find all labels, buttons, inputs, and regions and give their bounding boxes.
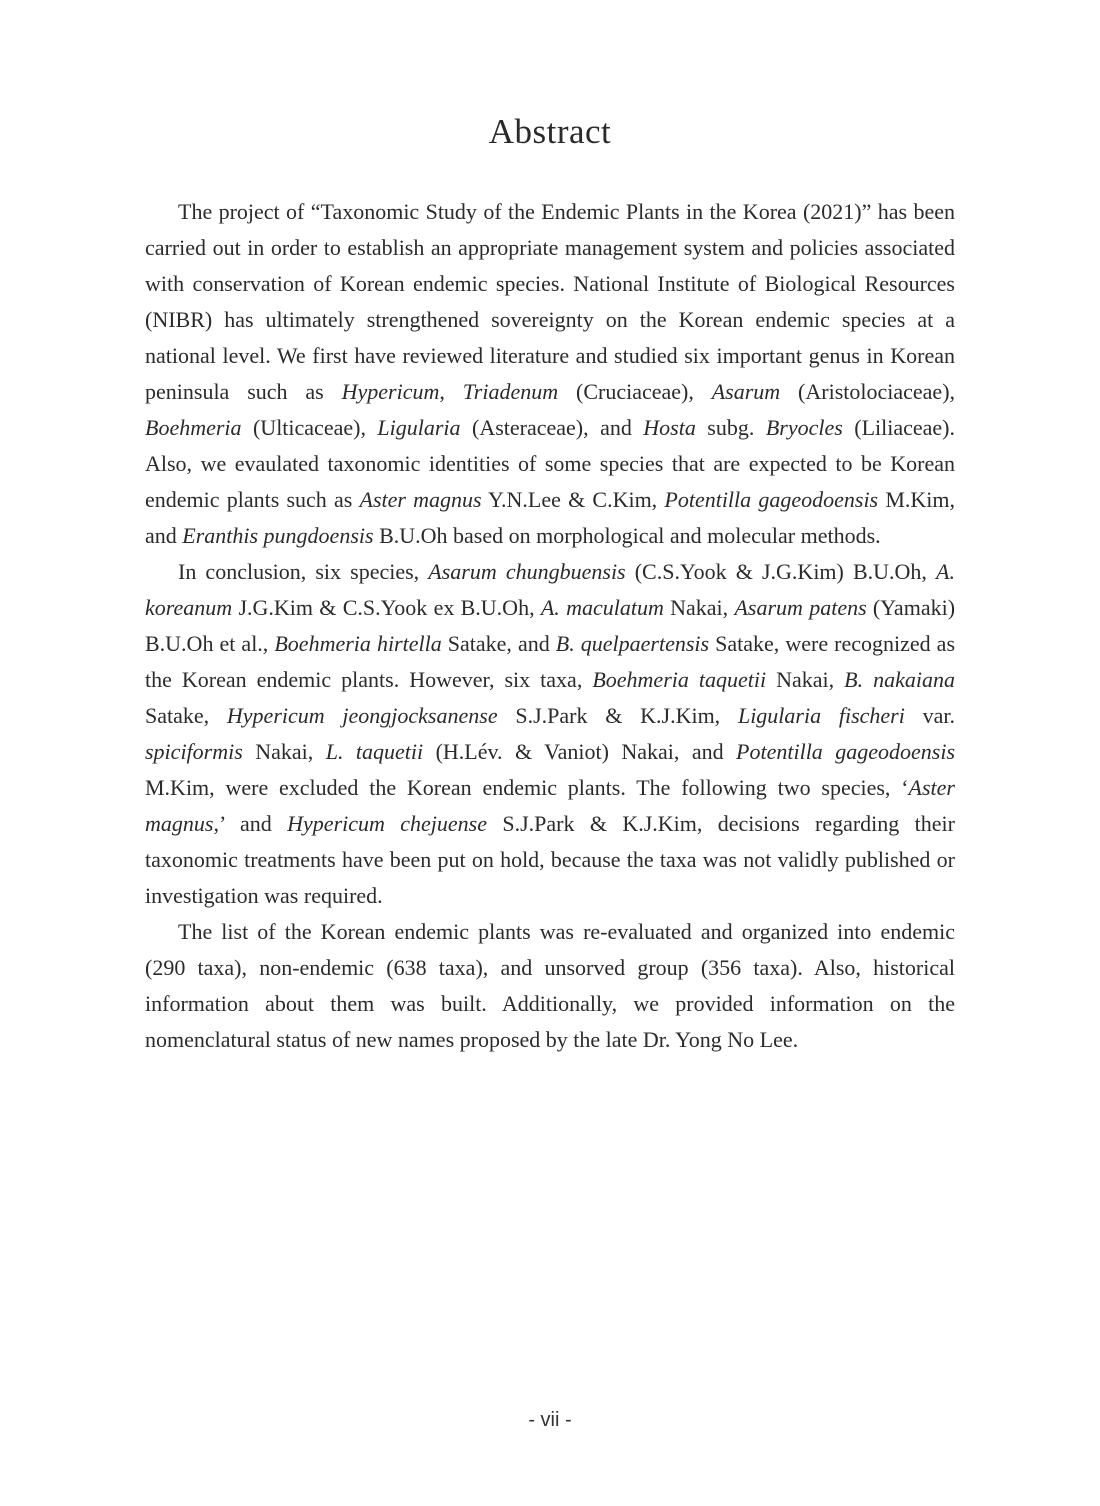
- taxon-name: Ligularia: [377, 415, 461, 440]
- taxon-name: Triadenum: [462, 379, 559, 404]
- taxon-name: Hypericum jeongjocksanense: [226, 703, 498, 728]
- text-segment: Nakai,: [242, 739, 326, 764]
- text-segment: (Cruciaceae),: [558, 379, 712, 404]
- text-segment: Y.N.Lee & C.Kim,: [481, 487, 665, 512]
- text-segment: Satake, and: [441, 631, 556, 656]
- text-segment: (Ulticaceae),: [241, 415, 378, 440]
- text-segment: The project of “Taxonomic Study of the Endemic Plants in the Korea (2021)” has been carried out in order to establish an appropriate management system and policies associated with conservation of Korean endemic species. National Institute of Biological Resources (NIBR) has ultimately strengthened sovereignty on the Korean endemic species at a national level. We first have reviewed literature and studied six important genus in Korean peninsula such as: [145, 199, 955, 404]
- text-segment: B.U.Oh based on morphological and molecular methods.: [373, 523, 881, 548]
- taxon-name: Boehmeria: [145, 415, 242, 440]
- text-segment: M.Kim, and: [145, 487, 955, 548]
- text-segment: Nakai,: [663, 595, 735, 620]
- taxon-name: Bryocles: [765, 415, 843, 440]
- taxon-name: Potentilla gageodoensis: [664, 487, 879, 512]
- abstract-body: [145, 194, 955, 1058]
- taxon-name: spiciformis: [145, 739, 243, 764]
- text-segment: (Aristolociaceae),: [780, 379, 956, 404]
- text-segment: (Yamaki) B.U.Oh et al.,: [145, 595, 956, 656]
- taxon-name: Boehmeria taquetii: [592, 667, 767, 692]
- text-segment: The list of the Korean endemic plants was re-evaluated and organized into endemic (290 taxa), non-endemic (638 taxa), and unsorved group (356 taxa). Also, historical information about them was built. Additionally, we provided information on the nomenclatural status of new names proposed by the late Dr. Yong No Lee.: [145, 919, 955, 1052]
- taxon-name: Boehmeria hirtella: [274, 631, 442, 656]
- taxon-name: Aster magnus: [145, 775, 955, 836]
- taxon-name: B. quelpaertensis: [555, 631, 710, 656]
- taxon-name: Potentilla gageodoensis: [736, 739, 956, 764]
- taxon-name: Hypericum: [341, 379, 440, 404]
- abstract-paragraph-2: [145, 554, 955, 914]
- taxon-name: Aster magnus: [359, 487, 482, 512]
- taxon-name: B. nakaiana: [844, 667, 955, 692]
- text-segment: (Liliaceae). Also, we evaulated taxonomic identities of some species that are expected to be Korean endemic plants such as: [145, 415, 955, 512]
- taxon-name: Eranthis pungdoensis: [182, 523, 374, 548]
- text-segment: In conclusion, six species,: [178, 559, 429, 584]
- text-segment: J.G.Kim & C.S.Yook ex B.U.Oh,: [232, 595, 541, 620]
- text-segment: (C.S.Yook & J.G.Kim) B.U.Oh,: [625, 559, 937, 584]
- text-segment: S.J.Park & K.J.Kim, decisions regarding their taxonomic treatments have been put on hold, because the taxa was not validly published or investigation was required.: [145, 811, 955, 908]
- taxon-name: Hypericum chejuense: [287, 811, 487, 836]
- text-segment: M.Kim, were excluded the Korean endemic plants. The following two species, ‘: [145, 775, 909, 800]
- text-segment: (Asteraceae), and: [460, 415, 644, 440]
- taxon-name: Ligularia fischeri: [737, 703, 905, 728]
- abstract-paragraph-1: [145, 194, 955, 554]
- taxon-name: Asarum: [711, 379, 781, 404]
- taxon-name: Hosta: [643, 415, 696, 440]
- text-segment: (H.Lév. & Vaniot) Nakai, and: [423, 739, 737, 764]
- text-segment: Satake, were recognized as the Korean endemic plants. However, six taxa,: [145, 631, 955, 692]
- text-segment: S.J.Park & K.J.Kim,: [497, 703, 738, 728]
- text-segment: Nakai,: [766, 667, 845, 692]
- text-segment: ,: [439, 379, 463, 404]
- text-segment: var.: [904, 703, 955, 728]
- page-number: - vii -: [528, 1409, 572, 1431]
- taxon-name: Asarum chungbuensis: [428, 559, 626, 584]
- taxon-name: A. koreanum: [145, 559, 955, 620]
- abstract-paragraph-3: [145, 914, 955, 1058]
- text-segment: Satake,: [145, 703, 227, 728]
- taxon-name: L. taquetii: [325, 739, 424, 764]
- text-segment: subg.: [695, 415, 766, 440]
- taxon-name: Asarum patens: [734, 595, 867, 620]
- page-title: Abstract: [488, 112, 612, 151]
- text-segment: ,’ and: [213, 811, 288, 836]
- taxon-name: A. maculatum: [540, 595, 664, 620]
